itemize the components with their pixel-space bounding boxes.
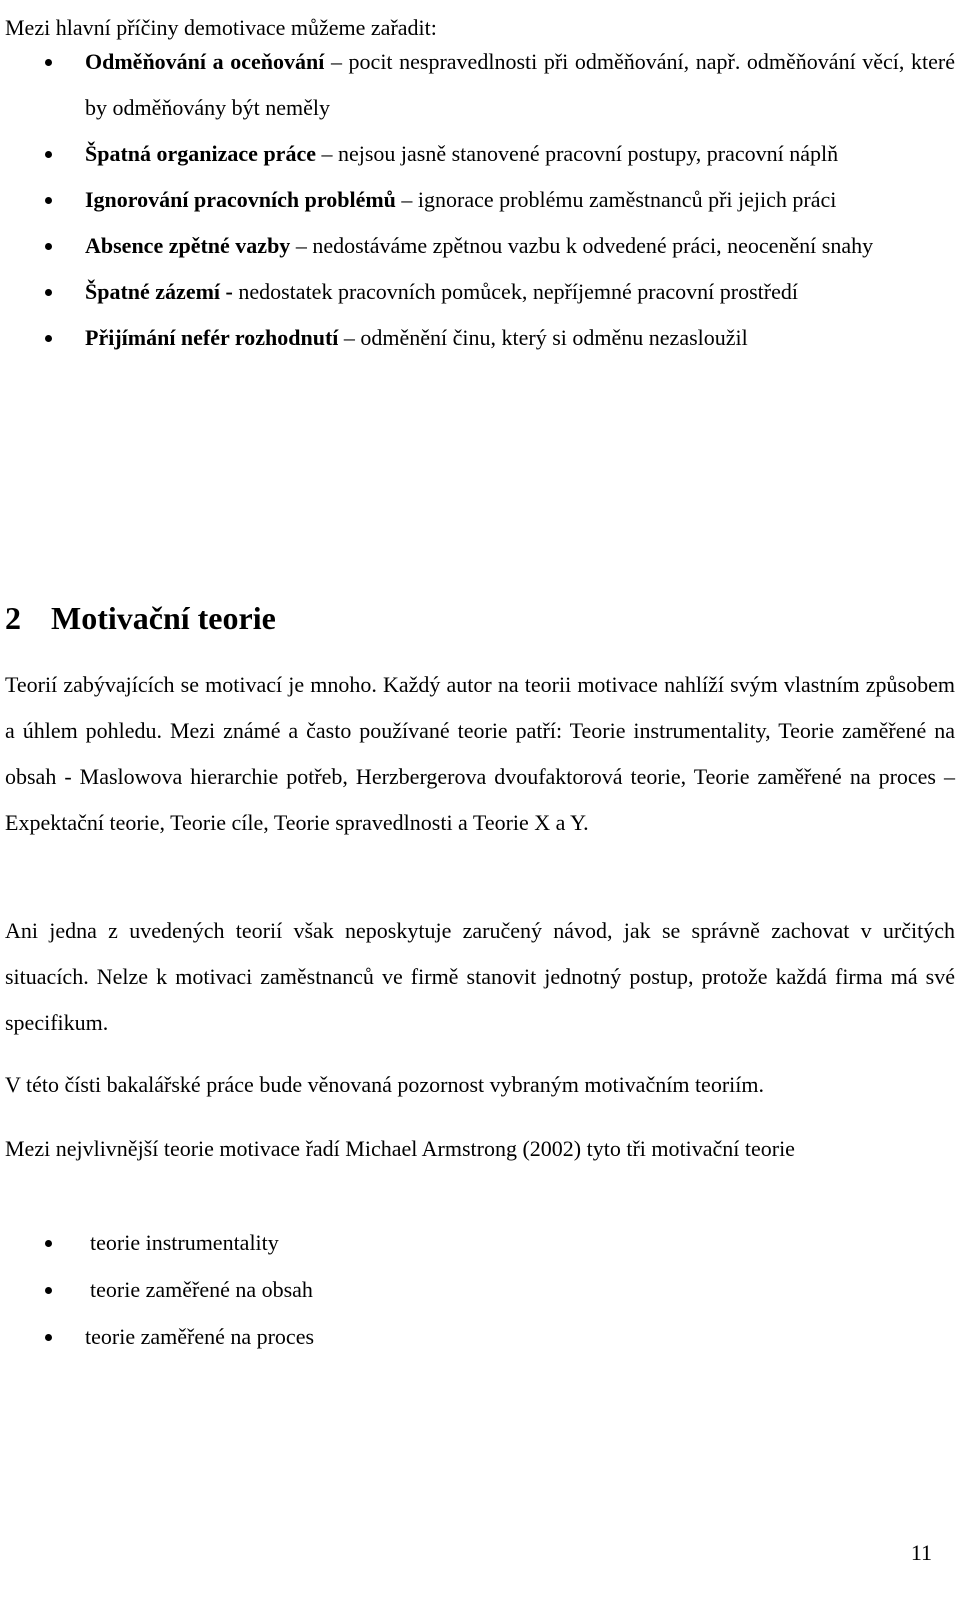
intro-text: Mezi hlavní příčiny demotivace můžeme zařadit:	[5, 15, 437, 40]
list-item	[5, 177, 955, 223]
list-item	[5, 131, 955, 177]
section-number: 2	[5, 600, 21, 636]
cause-description: – pocit nespravedlnosti při odměňování, např. odměňování věcí, které by odměňovány být neměly	[85, 49, 955, 120]
bullet-icon	[45, 289, 52, 296]
list-item	[5, 39, 955, 131]
cause-term: Odměňování a oceňování	[85, 49, 325, 74]
paragraph: Ani jedna z uvedených teorií však neposkytuje zaručený návod, jak se správně zachovat v určitých situacích. Nelze k motivaci zaměstnanců ve firmě stanovit jednotný postup, protože každá firma má své specifikum.	[5, 918, 955, 1035]
page-number: 11	[910, 1540, 932, 1565]
bullet-icon	[45, 197, 52, 204]
cause-term: Špatné zázemí -	[85, 279, 233, 304]
theory-label: teorie zaměřené na proces	[85, 1324, 315, 1349]
list-item	[5, 1313, 955, 1360]
bullet-icon	[45, 1240, 52, 1247]
cause-term: Přijímání nefér rozhodnutí	[85, 325, 339, 350]
theory-label: teorie instrumentality	[90, 1230, 279, 1255]
cause-description: – nejsou jasně stanovené pracovní postupy, pracovní náplň	[315, 141, 839, 166]
bullet-icon	[45, 151, 52, 158]
paragraph: V této čísti bakalářské práce bude věnovaná pozornost vybraným motivačním teoriím.	[5, 1072, 764, 1097]
bullet-icon	[45, 335, 52, 342]
bullet-icon	[45, 243, 52, 250]
cause-description: – odměnění činu, který si odměnu nezasloužil	[338, 325, 748, 350]
paragraph: Mezi nejvlivnější teorie motivace řadí Michael Armstrong (2002) tyto tři motivační teorie	[5, 1136, 795, 1161]
cause-description: nedostatek pracovních pomůcek, nepříjemné pracovní prostředí	[232, 279, 798, 304]
list-item	[5, 1266, 955, 1313]
list-item	[5, 315, 955, 361]
demotivation-causes-list	[5, 39, 955, 361]
theories-list	[5, 1219, 955, 1360]
theory-label: teorie zaměřené na obsah	[90, 1277, 313, 1302]
bullet-icon	[45, 1287, 52, 1294]
bullet-icon	[45, 1334, 52, 1341]
cause-term: Špatná organizace práce	[85, 141, 316, 166]
list-item	[5, 223, 955, 269]
list-item	[5, 1219, 955, 1266]
cause-description: – ignorace problému zaměstnanců při jejich práci	[395, 187, 837, 212]
list-item	[5, 269, 955, 315]
bullet-icon	[45, 59, 52, 66]
cause-term: Ignorování pracovních problémů	[85, 187, 396, 212]
section-heading	[5, 600, 276, 637]
section-title: Motivační teorie	[51, 600, 276, 636]
paragraph: Teorií zabývajících se motivací je mnoho. Každý autor na teorii motivace nahlíží svým vlastním způsobem a úhlem pohledu. Mezi známé a často používané teorie patří: Teorie instrumentality, Teorie zaměřené na obsah - Maslowova hierarchie potřeb, Herzbergerova dvoufaktorová teorie, Teorie zaměřené na proces – Expektační teorie, Teorie cíle, Teorie spravedlnosti a Teorie X a Y.	[5, 672, 955, 835]
cause-description: – nedostáváme zpětnou vazbu k odvedené práci, neocenění snahy	[290, 233, 874, 258]
cause-term: Absence zpětné vazby	[85, 233, 291, 258]
